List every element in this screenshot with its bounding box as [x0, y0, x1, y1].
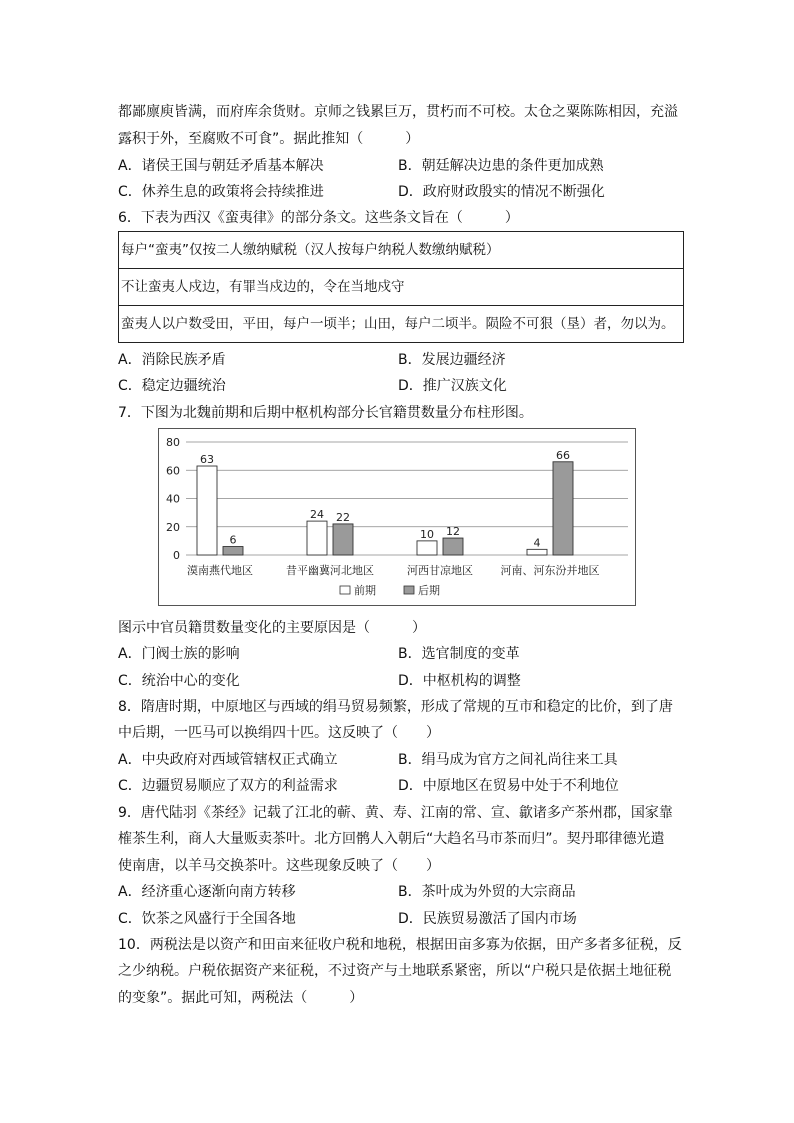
q8-option-d: D．中原地区在贸易中处于不利地位: [398, 778, 619, 794]
q6-table-row-1: 每户“蛮夷”仅按二人缴纳赋税（汉人按每户纳税人数缴纳赋税）: [119, 232, 683, 269]
legend-swatch-后期: [404, 586, 414, 594]
bar-value-label: 4: [533, 536, 541, 550]
bar-value-label: 12: [446, 525, 460, 539]
q5-text-line-2: 露积于外，至腐败不可食”。据此推知（ ）: [118, 131, 420, 147]
bar-后期: [443, 538, 463, 555]
q7-option-b: B．选官制度的变革: [398, 646, 520, 662]
bar-value-label: 24: [310, 508, 324, 522]
q10-text-line-1: 10．两税法是以资产和田亩来征收户税和地税，根据田亩多寡为依据，田产多者多征税，反: [118, 937, 682, 953]
y-tick-label: 0: [173, 549, 180, 562]
q6-table-row-2: 不让蛮夷人戍边，有罪当戍边的，令在当地戍守: [119, 269, 683, 306]
q5-text-line-1: 都鄙廪庾皆满，而府库余货财。京师之钱累巨万，贯朽而不可校。太仓之粟陈陈相因，充溢: [118, 104, 678, 120]
bar-value-label: 6: [229, 533, 237, 547]
bar-value-label: 63: [200, 453, 214, 467]
q8-option-c: C．边疆贸易顺应了双方的利益需求: [118, 778, 338, 794]
q9-option-d: D．民族贸易激活了国内市场: [398, 911, 577, 927]
q9-text-line-3: 使南唐，以羊马交换茶叶。这些现象反映了（ ）: [118, 858, 440, 874]
y-tick-label: 40: [166, 492, 180, 506]
q5-option-b: B．朝廷解决边患的条件更加成熟: [398, 158, 604, 174]
y-tick-label: 60: [166, 464, 180, 478]
q6-option-b: B．发展边疆经济: [398, 352, 506, 368]
q8-text-line-1: 8．隋唐时期，中原地区与西域的绢马贸易频繁，形成了常规的互市和稳定的比价，到了唐: [118, 699, 673, 715]
category-label: 河西甘凉地区: [407, 564, 473, 577]
q9-text-line-1: 9．唐代陆羽《茶经》记载了江北的蕲、黄、寿、江南的常、宣、歙诸多产茶州郡，国家靠: [118, 805, 673, 821]
bar-前期: [527, 549, 547, 555]
q5-option-c: C．休养生息的政策将会持续推进: [118, 184, 324, 200]
bar-前期: [417, 541, 437, 555]
bar-value-label: 66: [556, 448, 570, 462]
bar-前期: [197, 466, 217, 555]
q7-bar-chart: [158, 428, 636, 606]
legend-label: 后期: [418, 584, 440, 597]
bar-后期: [553, 462, 573, 555]
q6-option-a: A．消除民族矛盾: [118, 352, 226, 368]
legend-swatch-前期: [340, 586, 350, 594]
q7-option-d: D．中枢机构的调整: [398, 673, 521, 689]
category-label: 昔平幽冀河北地区: [286, 564, 374, 577]
q6-table-row-3: 蛮夷人以户数受田，平田，每户一顷半；山田，每户二顷半。陨险不可狠（垦）者，勿以为。: [121, 316, 675, 332]
y-tick-label: 20: [166, 520, 180, 534]
category-label: 漠南燕代地区: [187, 564, 253, 577]
q7-option-a: A．门阀士族的影响: [118, 646, 240, 662]
bar-value-label: 10: [420, 527, 434, 541]
q7-stem: 7．下图为北魏前期和后期中枢机构部分长官籍贯数量分布柱形图。: [118, 405, 533, 421]
bar-value-label: 22: [336, 510, 350, 524]
q6-law-table: [118, 231, 684, 343]
q6-option-d: D．推广汉族文化: [398, 378, 507, 394]
bar-chart-svg: [158, 428, 636, 606]
q10-text-line-2: 之少纳税。户税依据资产来征税，不过资产与土地联系紧密，所以“户税只是依据土地征税: [118, 963, 672, 979]
q9-option-c: C．饮茶之风盛行于全国各地: [118, 911, 296, 927]
q5-option-d: D．政府财政殷实的情况不断强化: [398, 184, 605, 200]
q8-option-a: A．中央政府对西域管辖权正式确立: [118, 752, 338, 768]
bar-前期: [307, 521, 327, 555]
q7-question: 图示中官员籍贯数量变化的主要原因是（ ）: [118, 620, 426, 636]
q6-stem: 6．下表为西汉《蛮夷律》的部分条文。这些条文旨在（ ）: [118, 210, 519, 226]
q9-text-line-2: 榷茶生利，商人大量贩卖茶叶。北方回鹘人入朝后“大趋名马市茶而归”。契丹耶律德光遣: [118, 831, 665, 847]
q9-option-a: A．经济重心逐渐向南方转移: [118, 884, 296, 900]
y-tick-label: 80: [166, 436, 180, 449]
q10-text-line-3: 的变象”。据此可知，两税法（ ）: [118, 990, 364, 1006]
q5-option-a: A．诸侯王国与朝廷矛盾基本解决: [118, 158, 324, 174]
q8-text-line-2: 中后期，一匹马可以换绢四十匹。这反映了（ ）: [118, 725, 440, 741]
q9-option-b: B．茶叶成为外贸的大宗商品: [398, 884, 576, 900]
bar-后期: [223, 547, 243, 555]
q6-option-c: C．稳定边疆统治: [118, 378, 226, 394]
legend-label: 前期: [354, 584, 376, 597]
q8-option-b: B．绢马成为官方之间礼尚往来工具: [398, 752, 618, 768]
q7-option-c: C．统治中心的变化: [118, 673, 240, 689]
category-label: 河南、河东汾并地区: [500, 564, 600, 577]
bar-后期: [333, 524, 353, 555]
